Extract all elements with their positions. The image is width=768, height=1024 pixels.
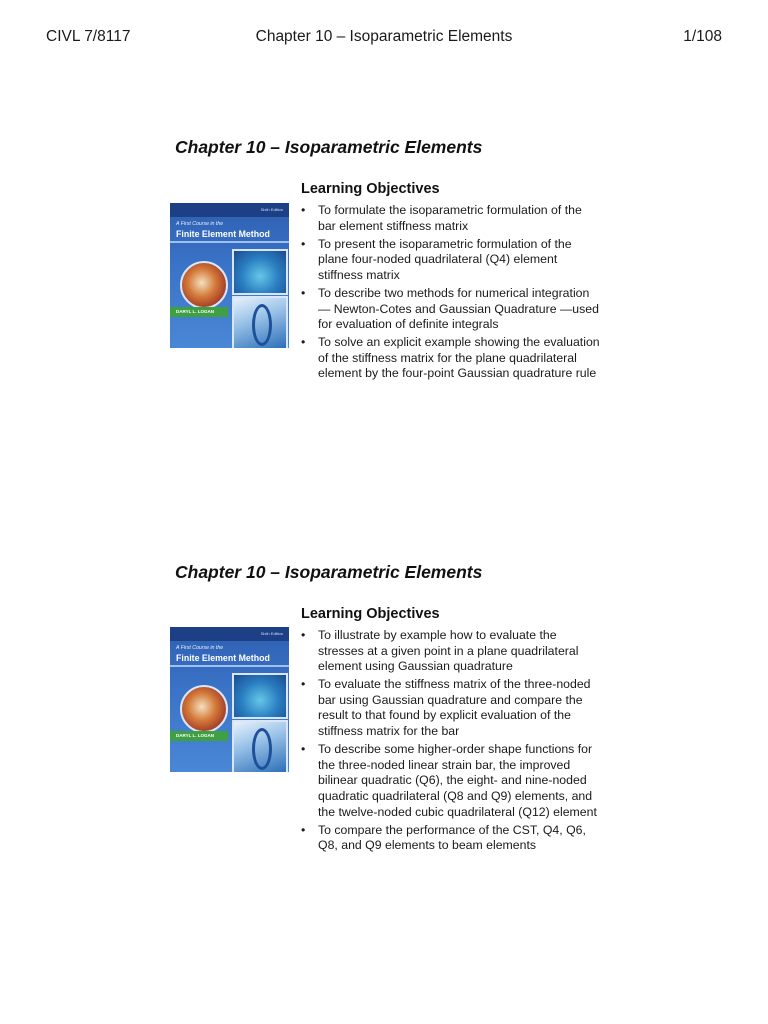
cover-divider — [170, 665, 289, 667]
header-chapter-title: Chapter 10 – Isoparametric Elements — [255, 28, 513, 45]
cover-gear-illustration — [180, 261, 228, 309]
cover-mesh-illustration — [232, 673, 288, 719]
objective-text: To formulate the isoparametric formulation of the bar element stiffness matrix — [318, 203, 582, 233]
objective-text: To present the isoparametric formulation of the plane four-noded quadrilateral (Q4) element stiffness matrix — [318, 236, 572, 282]
learning-objectives-heading: Learning Objectives — [301, 606, 440, 622]
cover-gear-illustration — [180, 685, 228, 733]
objective-text: To describe some higher-order shape functions for the three-noded linear strain bar, the improved bilinear quadratic (Q6), the eight- and nine-noded quadratic quadrilateral (Q8 and Q9) elements, and the twelve-noded cubic quadrilateral (Q12) element — [318, 742, 597, 819]
objective-text: To describe two methods for numerical integration— Newton-Cotes and Gaussian Quadrature —used for evaluation of definite integrals — [318, 285, 599, 332]
page-header — [0, 28, 768, 50]
bullet-icon: • — [301, 628, 306, 642]
list-item — [301, 237, 601, 284]
list-item — [301, 823, 601, 854]
cover-spiral-illustration — [232, 720, 288, 772]
bullet-icon: • — [301, 677, 306, 692]
cover-divider — [170, 241, 289, 243]
bullet-icon: • — [301, 236, 306, 251]
book-cover-image — [170, 627, 289, 772]
list-item — [301, 286, 601, 333]
slide-title: Chapter 10 – Isoparametric Elements — [175, 562, 483, 582]
cover-edition: Sixth Edition — [260, 631, 283, 636]
cover-subtitle: A First Course in the — [176, 221, 224, 227]
list-item — [301, 628, 601, 675]
cover-author: DARYL L. LOGAN — [176, 733, 214, 738]
cover-spiral-illustration — [232, 296, 288, 348]
list-item — [301, 203, 601, 234]
slide-title: Chapter 10 – Isoparametric Elements — [175, 137, 483, 157]
course-code: CIVL 7/8117 — [46, 28, 131, 45]
learning-objectives-heading: Learning Objectives — [301, 181, 440, 197]
objective-text: To illustrate by example how to evaluate the stresses at a given point in a plane quadrilateral element using Gaussian quadrature — [318, 628, 579, 674]
objective-text: To solve an explicit example showing the evaluation of the stiffness matrix for the plane quadrilateral element by the four-point Gaussian quadrature rule — [318, 335, 600, 381]
list-item — [301, 677, 601, 739]
bullet-icon: • — [301, 335, 306, 350]
cover-author: DARYL L. LOGAN — [176, 309, 214, 314]
cover-edition: Sixth Edition — [260, 207, 283, 212]
objective-text: To evaluate the stiffness matrix of the three-noded bar using Gaussian quadrature and compare the result to that found by explicit evaluation of the stiffness matrix for the bar — [318, 677, 591, 739]
page-number: 1/108 — [683, 28, 722, 45]
list-item — [301, 335, 601, 382]
cover-subtitle: A First Course in the — [176, 645, 224, 651]
bullet-icon: • — [301, 822, 306, 837]
bullet-icon: • — [301, 203, 306, 217]
cover-mesh-illustration — [232, 249, 288, 295]
list-item — [301, 742, 601, 820]
objective-text: To compare the performance of the CST, Q4, Q6, Q8, and Q9 elements to beam elements — [318, 822, 586, 853]
cover-title: Finite Element Method — [176, 653, 270, 663]
objectives-list — [301, 628, 601, 856]
bullet-icon: • — [301, 285, 306, 300]
cover-title: Finite Element Method — [176, 229, 270, 239]
objectives-list — [301, 203, 601, 385]
bullet-icon: • — [301, 742, 306, 757]
book-cover-image — [170, 203, 289, 348]
